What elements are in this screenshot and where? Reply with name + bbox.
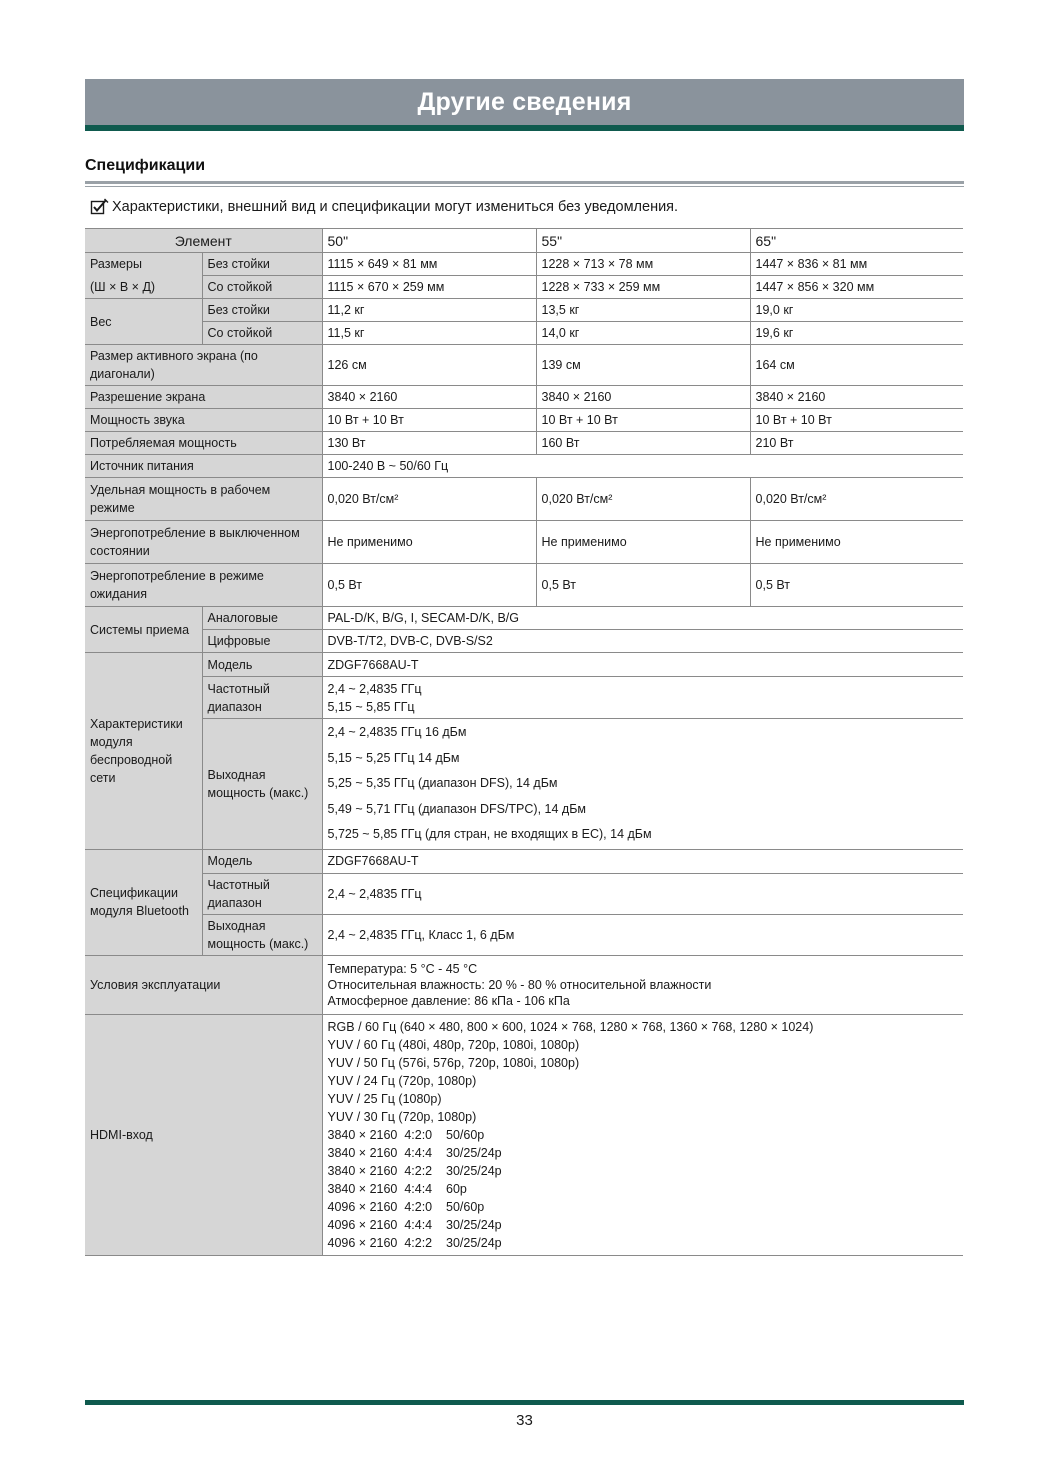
table-row <box>85 955 963 1014</box>
row-label <box>85 849 202 955</box>
table-cell: 160 Вт <box>536 432 750 455</box>
value-line: YUV / 60 Гц (480i, 480p, 720p, 1080i, 1080p) <box>327 1037 580 1052</box>
page-number: 33 <box>516 1412 533 1429</box>
specifications-table <box>85 228 963 1256</box>
table-row <box>85 432 963 455</box>
value-line: 5,725 ~ 5,85 ГГц (для стран, не входящих в ЕС), 14 дБм <box>327 827 652 842</box>
row-label <box>85 653 202 850</box>
table-row <box>85 322 963 345</box>
label-line: сети <box>90 770 116 785</box>
label-line: диапазон <box>207 699 262 714</box>
table-row <box>85 677 963 719</box>
label-line: диапазон <box>207 895 262 910</box>
table-cell: 3840 × 2160 <box>322 386 536 409</box>
table-row <box>85 276 963 299</box>
table-header-row <box>85 229 963 253</box>
table-cell: 0,5 Вт <box>750 564 963 607</box>
label-line: беспроводной <box>90 752 173 767</box>
table-row <box>85 564 963 607</box>
row-sublabel: Модель <box>202 653 322 677</box>
header-50: 50" <box>322 229 536 253</box>
table-cell: 0,5 Вт <box>322 564 536 607</box>
header-65: 65" <box>750 229 963 253</box>
table-row <box>85 607 963 630</box>
row-label: Мощность звука <box>85 409 322 432</box>
table-cell: PAL-D/K, B/G, I, SECAM-D/K, B/G <box>322 607 963 630</box>
footer-divider <box>85 1400 964 1405</box>
label-line: диагонали) <box>90 367 155 381</box>
table-cell: 1447 × 856 × 320 мм <box>750 276 963 299</box>
table-row <box>85 455 963 478</box>
value-line: 2,4 ~ 2,4835 ГГц 16 дБм <box>327 725 467 739</box>
value-line: 5,25 ~ 5,35 ГГц (диапазон DFS), 14 дБм <box>327 776 558 791</box>
label-line: Спецификации <box>90 886 178 901</box>
note-text: Характеристики, внешний вид и спецификации могут измениться без уведомления. <box>112 199 679 215</box>
value-line: 3840 × 2160 4:4:4 60p <box>327 1181 467 1196</box>
label-line: состоянии <box>90 544 150 558</box>
table-cell: 19,6 кг <box>750 322 963 345</box>
row-label: Источник питания <box>85 455 322 478</box>
note <box>90 198 678 216</box>
row-sublabel <box>202 873 322 914</box>
value-line: 5,49 ~ 5,71 ГГц (диапазон DFS/TPC), 14 дБм <box>327 801 586 816</box>
value-line: 4096 × 2160 4:2:0 50/60p <box>327 1199 485 1214</box>
row-label: Системы приема <box>85 607 202 653</box>
table-row <box>85 914 963 955</box>
table-cell: 0,5 Вт <box>536 564 750 607</box>
row-sublabel: Без стойки <box>202 253 322 276</box>
value-line: 3840 × 2160 4:2:0 50/60p <box>327 1127 485 1142</box>
value-line: YUV / 25 Гц (1080p) <box>327 1091 442 1106</box>
table-cell: ZDGF7668AU-T <box>322 653 963 677</box>
table-row <box>85 253 963 276</box>
table-cell: 2,4 ~ 2,4835 ГГц, Класс 1, 6 дБм <box>322 914 963 955</box>
table-cell: 0,020 Вт/см² <box>750 478 963 521</box>
checkbox-pencil-icon <box>90 198 110 216</box>
label-line: Удельная мощность в рабочем <box>90 483 271 497</box>
row-sublabel: Цифровые <box>202 630 322 653</box>
row-sublabel <box>202 914 322 955</box>
label-line: Частотный <box>207 681 270 696</box>
label-line: модуля <box>90 734 133 749</box>
table-cell: 0,020 Вт/см² <box>322 478 536 521</box>
table-cell: 130 Вт <box>322 432 536 455</box>
row-label: (Ш × В × Д) <box>85 276 202 299</box>
table-cell: 1228 × 713 × 78 мм <box>536 253 750 276</box>
chapter-title: Другие сведения <box>417 87 632 116</box>
row-sublabel: Со стойкой <box>202 322 322 345</box>
row-sublabel: Модель <box>202 849 322 873</box>
table-row <box>85 849 963 873</box>
row-sublabel: Без стойки <box>202 299 322 322</box>
table-cell <box>322 719 963 850</box>
value-line: Температура: 5 °C - 45 °C <box>327 961 478 976</box>
table-cell: 14,0 кг <box>536 322 750 345</box>
table-cell <box>322 1014 963 1255</box>
value-line: 5,15 ~ 5,85 ГГц <box>327 699 415 714</box>
header-element: Элемент <box>85 229 322 253</box>
value-line: Относительная влажность: 20 % - 80 % относительной влажности <box>327 977 712 992</box>
row-label: Потребляемая мощность <box>85 432 322 455</box>
table-cell: 1447 × 836 × 81 мм <box>750 253 963 276</box>
label-line: мощность (макс.) <box>207 936 309 951</box>
table-cell: 19,0 кг <box>750 299 963 322</box>
table-cell: 10 Вт + 10 Вт <box>750 409 963 432</box>
value-line: YUV / 30 Гц (720p, 1080p) <box>327 1109 477 1124</box>
label-line: Характеристики <box>90 716 183 731</box>
table-row <box>85 719 963 850</box>
section-title: Спецификации <box>85 157 206 174</box>
table-cell: 1115 × 649 × 81 мм <box>322 253 536 276</box>
row-label: Разрешение экрана <box>85 386 322 409</box>
label-line: Частотный <box>207 877 270 892</box>
row-label <box>85 345 322 386</box>
table-cell: 100-240 В ~ 50/60 Гц <box>322 455 963 478</box>
table-row <box>85 1014 963 1255</box>
table-row <box>85 653 963 677</box>
table-cell: Не применимо <box>536 521 750 564</box>
table-cell: 11,5 кг <box>322 322 536 345</box>
row-sublabel: Аналоговые <box>202 607 322 630</box>
table-cell: 13,5 кг <box>536 299 750 322</box>
table-row <box>85 873 963 914</box>
row-sublabel <box>202 719 322 850</box>
value-line: 5,15 ~ 5,25 ГГц 14 дБм <box>327 750 460 765</box>
table-row <box>85 345 963 386</box>
label-line: Размер активного экрана (по <box>90 349 258 363</box>
table-row <box>85 409 963 432</box>
table-cell: 3840 × 2160 <box>536 386 750 409</box>
table-cell: 210 Вт <box>750 432 963 455</box>
table-row <box>85 386 963 409</box>
value-line: 2,4 ~ 2,4835 ГГц <box>327 681 422 696</box>
chapter-banner <box>85 79 964 131</box>
table-cell: ZDGF7668AU-T <box>322 849 963 873</box>
table-row <box>85 478 963 521</box>
table-cell: 1228 × 733 × 259 мм <box>536 276 750 299</box>
label-line: мощность (макс.) <box>207 785 309 800</box>
table-cell: 10 Вт + 10 Вт <box>536 409 750 432</box>
value-line: YUV / 24 Гц (720p, 1080p) <box>327 1073 477 1088</box>
row-label: HDMI-вход <box>85 1014 322 1255</box>
table-cell <box>322 677 963 719</box>
value-line: 3840 × 2160 4:2:2 30/25/24p <box>327 1163 502 1178</box>
section-divider <box>85 181 964 187</box>
table-cell: 3840 × 2160 <box>750 386 963 409</box>
table-cell: 11,2 кг <box>322 299 536 322</box>
table-cell: 1115 × 670 × 259 мм <box>322 276 536 299</box>
label-line: режиме <box>90 501 135 515</box>
table-row <box>85 299 963 322</box>
row-label: Размеры <box>85 253 202 276</box>
row-label: Вес <box>85 299 202 345</box>
label-line: Выходная <box>207 767 266 782</box>
row-label <box>85 521 322 564</box>
value-line: 4096 × 2160 4:4:4 30/25/24p <box>327 1217 502 1232</box>
table-cell: 164 см <box>750 345 963 386</box>
table-cell: 0,020 Вт/см² <box>536 478 750 521</box>
table-row <box>85 630 963 653</box>
header-55: 55" <box>536 229 750 253</box>
value-line: Атмосферное давление: 86 кПа - 106 кПа <box>327 993 570 1008</box>
value-line: 4096 × 2160 4:2:2 30/25/24p <box>327 1235 502 1250</box>
table-cell: DVB-T/T2, DVB-C, DVB-S/S2 <box>322 630 963 653</box>
label-line: ожидания <box>90 587 148 601</box>
label-line: модуля Bluetooth <box>90 904 189 919</box>
value-line: RGB / 60 Гц (640 × 480, 800 × 600, 1024 × 768, 1280 × 768, 1360 × 768, 1280 × 1024) <box>327 1019 814 1034</box>
row-sublabel <box>202 677 322 719</box>
table-row <box>85 521 963 564</box>
table-cell: 10 Вт + 10 Вт <box>322 409 536 432</box>
table-cell: Не применимо <box>322 521 536 564</box>
label-line: Энергопотребление в выключенном <box>90 526 300 540</box>
label-line: Выходная <box>207 918 266 933</box>
table-cell <box>322 955 963 1014</box>
row-sublabel: Со стойкой <box>202 276 322 299</box>
table-cell: 2,4 ~ 2,4835 ГГц <box>322 873 963 914</box>
value-line: 3840 × 2160 4:4:4 30/25/24p <box>327 1145 502 1160</box>
value-line: YUV / 50 Гц (576i, 576p, 720p, 1080i, 1080p) <box>327 1055 580 1070</box>
table-cell: 139 см <box>536 345 750 386</box>
row-label: Условия эксплуатации <box>85 955 322 1014</box>
table-cell: 126 см <box>322 345 536 386</box>
table-cell: Не применимо <box>750 521 963 564</box>
row-label <box>85 564 322 607</box>
label-line: Энергопотребление в режиме <box>90 569 264 583</box>
row-label <box>85 478 322 521</box>
